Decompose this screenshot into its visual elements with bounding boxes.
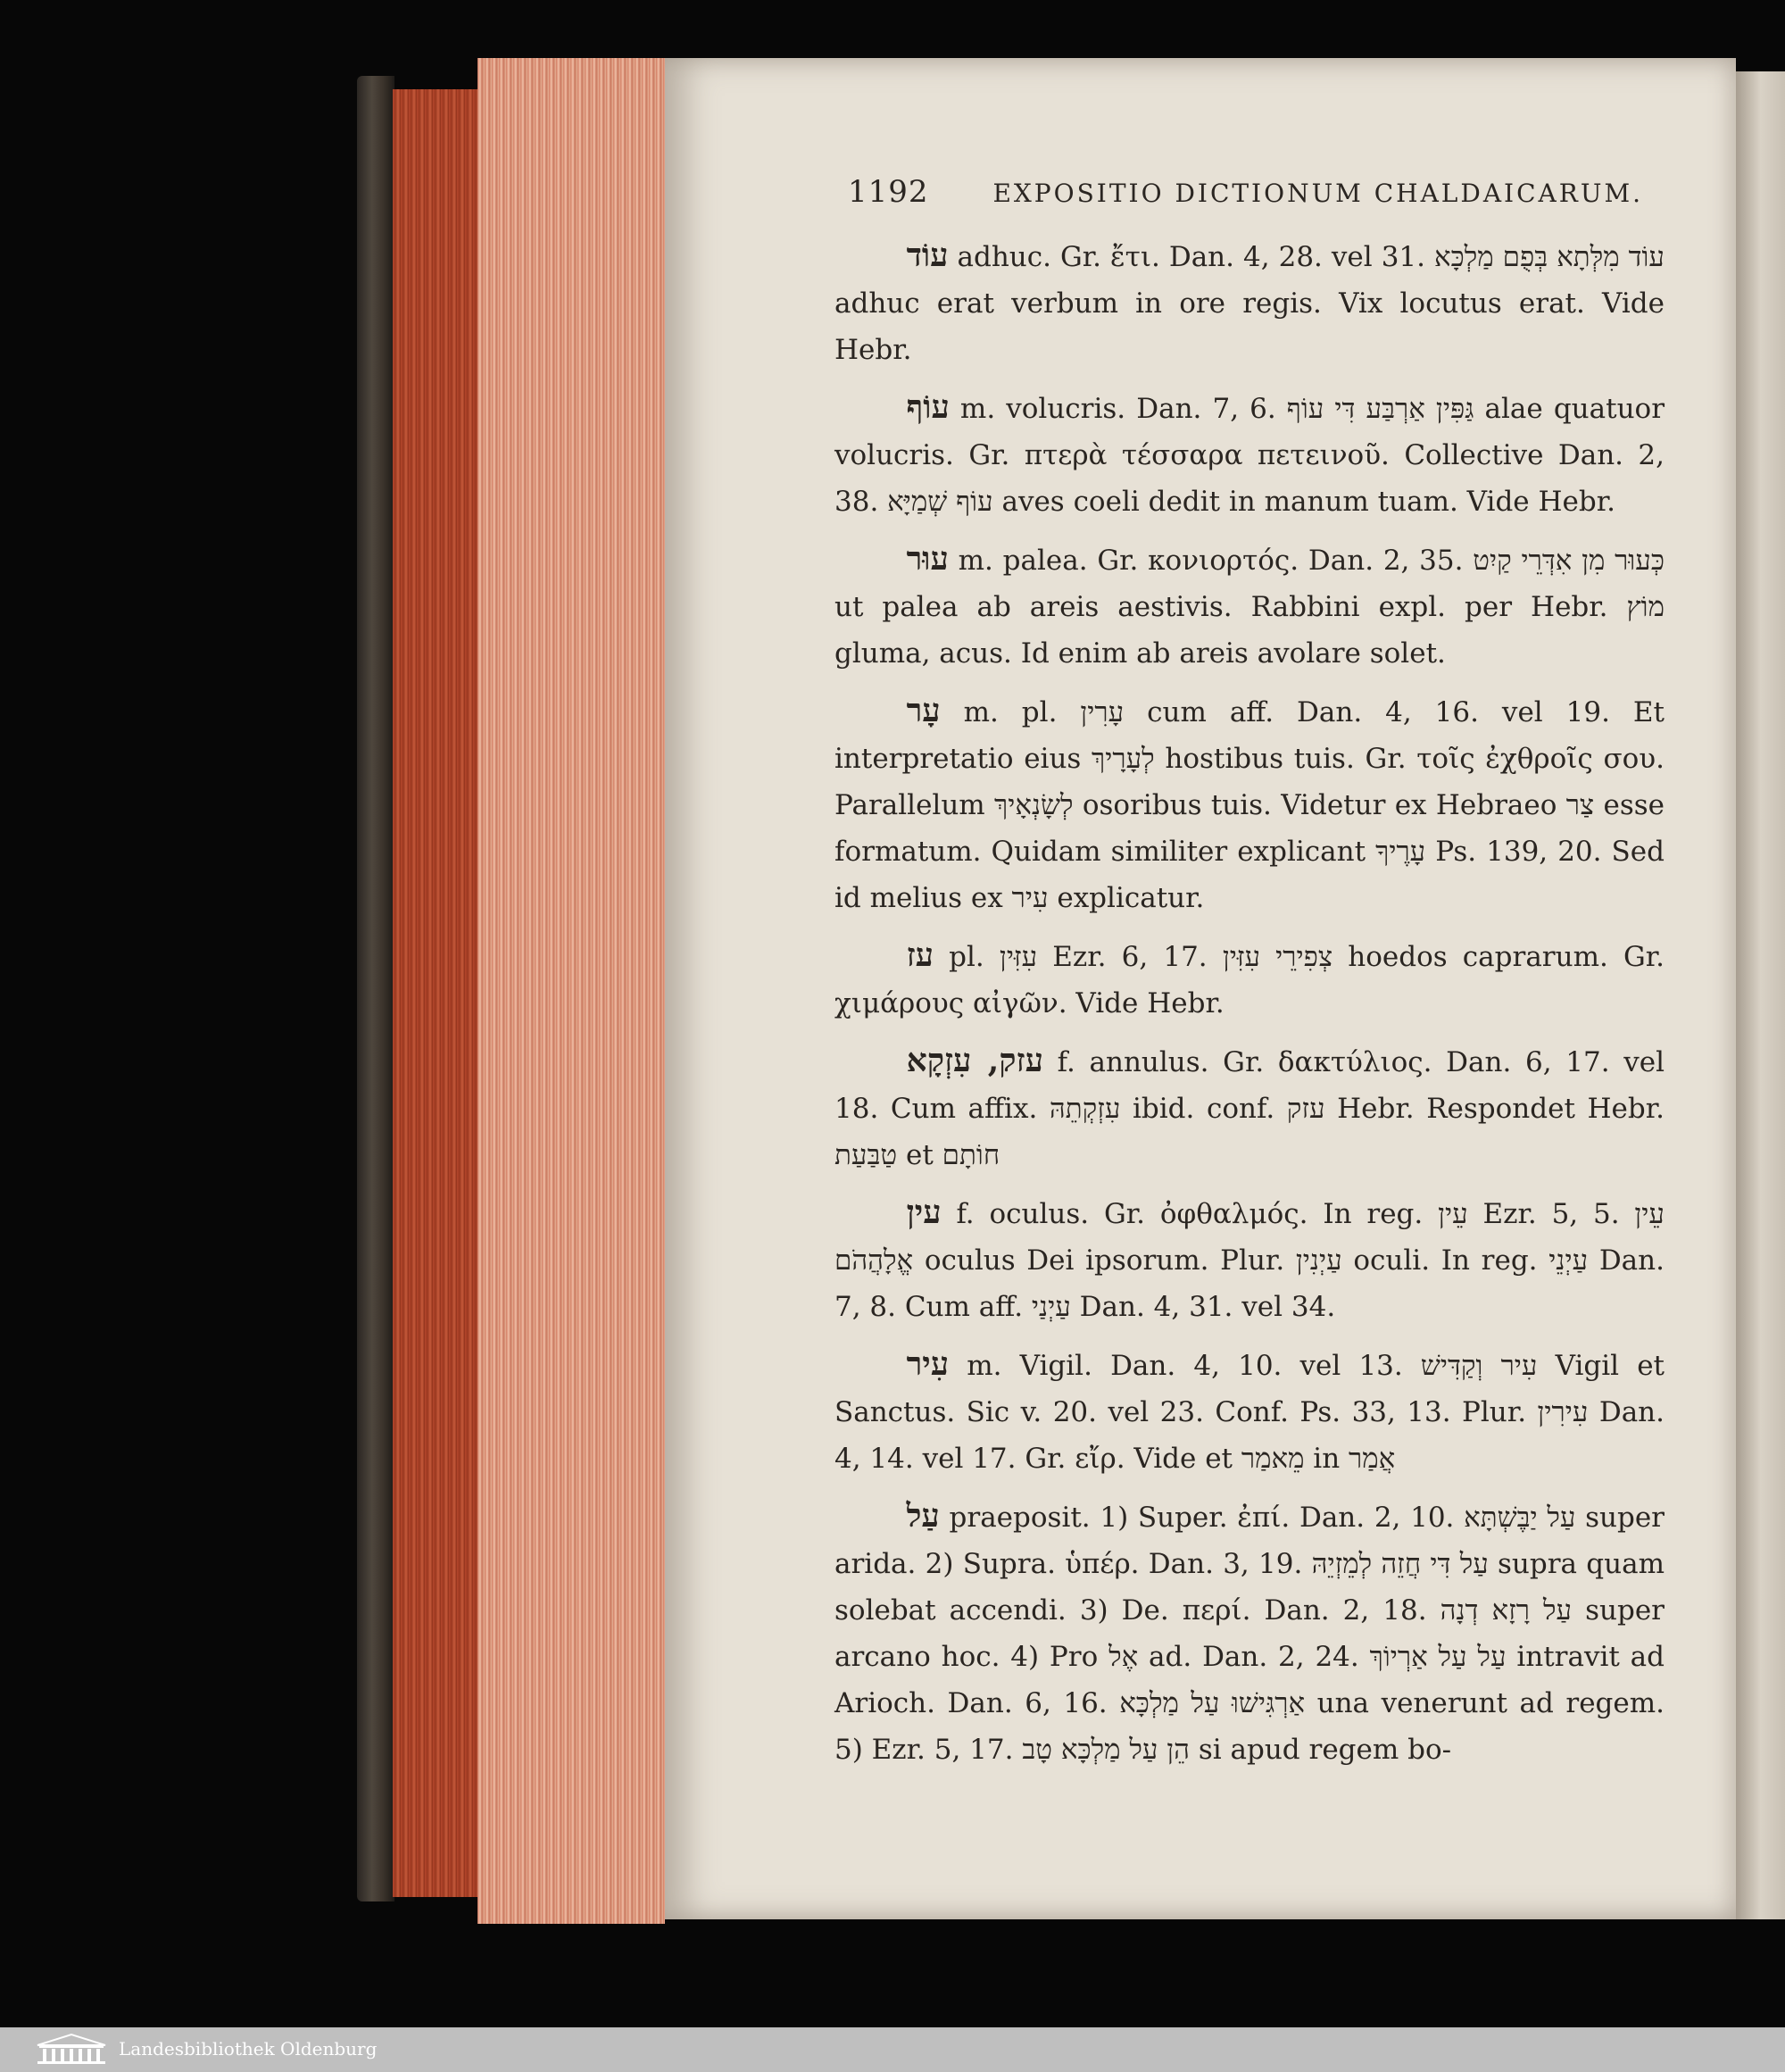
dictionary-entry bbox=[834, 232, 1665, 373]
entry-text: pl. עִזִּין Ezr. 6, 17. צְפִירֵי עִזִּין hoedos caprarum. Gr. χιμάρους αἰγῶν. Vide Hebr. bbox=[834, 941, 1665, 1019]
entry-lemma: עז bbox=[906, 936, 934, 974]
page-text bbox=[834, 232, 1665, 1784]
running-header bbox=[848, 174, 1651, 219]
entry-text: m. pl. עָרִין cum aff. Dan. 4, 16. vel 19. Et interpretatio eius לְעָרָיךְ hostibus tuis. Gr. τοῖς ἐχθροῖς σου. Parallelum לְשָׂנְאָיךְ osoribus tuis. Videtur ex Hebraeo צַר esse formatum. Quidam similiter explicant עָרֶיךָ Ps. 139, 20. Sed id melius ex עִיר explicatur. bbox=[834, 696, 1665, 914]
dictionary-entry bbox=[834, 536, 1665, 677]
page-number: 1192 bbox=[848, 174, 929, 210]
library-building-icon bbox=[36, 2033, 107, 2065]
institution-name: Landesbibliothek Oldenburg bbox=[119, 2038, 378, 2060]
book-spine bbox=[357, 76, 394, 1901]
entry-lemma: עוֹד bbox=[906, 237, 949, 274]
entry-text: adhuc. Gr. ἔτι. Dan. 4, 28. vel 31. עוֹד מִלְּתָא בְּפֻם מַלְכָּא adhuc erat verbum in ore regis. Vix locutus erat. Vide Hebr. bbox=[834, 241, 1665, 366]
dictionary-entry bbox=[834, 1189, 1665, 1330]
dictionary-entry bbox=[834, 1341, 1665, 1482]
entry-lemma: עִיר bbox=[906, 1345, 950, 1383]
entry-text: praeposit. 1) Super. ἐπί. Dan. 2, 10. עַל יַבֶּשְׁתָּא super arida. 2) Supra. ὑπέρ. Dan. 3, 19. עַל דִּי חֲזֵה לְמֵזְיֵהּ supra quam solebat accendi. 3) De. περί. Dan. 2, 18. עַל רָזָא דְנָה super arcano hoc. 4) Pro אֶל ad. Dan. 2, 24. עַל עַל אַרְיוֹךְ intravit ad Arioch. Dan. 6, 16. אַרְגִּישׁוּ עַל מַלְכָּא una venerunt ad regem. 5) Ezr. 5, 17. הֵן עַל מַלְכָּא טָב si apud regem bo- bbox=[834, 1502, 1665, 1766]
dictionary-entry bbox=[834, 1493, 1665, 1773]
entry-text: f. oculus. Gr. ὀφθαλμός. In reg. עֵין Ezr. 5, 5. עֵין אֱלָהֲהֹם oculus Dei ipsorum. Plur. עַיְנִין oculi. In reg. עַיְנֵי Dan. 7, 8. Cum aff. עַיְנַי Dan. 4, 31. vel 34. bbox=[834, 1198, 1665, 1323]
page-edges-red bbox=[393, 89, 477, 1897]
entry-lemma: עַל bbox=[906, 1497, 940, 1535]
entry-text: f. annulus. Gr. δακτύλιος. Dan. 6, 17. vel 18. Cum affix. עִזְקְתֵהּ ibid. conf. עזק Hebr. Respondet Hebr. טַבַּעַת et חוֹתָם bbox=[834, 1046, 1665, 1171]
dictionary-entry bbox=[834, 384, 1665, 525]
footer-bar bbox=[0, 2027, 1785, 2072]
entry-lemma: עָר bbox=[906, 692, 941, 729]
entry-text: m. palea. Gr. κονιορτός. Dan. 2, 35. כְּעוּר מִן אִדְּרֵי קַיִט ut palea ab areis aestivis. Rabbini expl. per Hebr. מוֹץ gluma, acus. Id enim ab areis avolare solet. bbox=[834, 545, 1665, 670]
entry-lemma: עין bbox=[906, 1194, 942, 1231]
dictionary-entry bbox=[834, 687, 1665, 921]
entry-lemma: עוֹף bbox=[906, 388, 950, 426]
entry-text: m. Vigil. Dan. 4, 10. vel 13. עִיר וְקַדִּישׁ Vigil et Sanctus. Sic v. 20. vel 23. Conf. Ps. 33, 13. Plur. עִירִין Dan. 4, 14. vel 17. Gr. εἴρ. Vide et מֵאמַר in אֲמַר bbox=[834, 1350, 1665, 1475]
page-edges bbox=[477, 58, 665, 1924]
dictionary-entry bbox=[834, 1037, 1665, 1178]
entry-lemma: עזק, עִזְקָא bbox=[906, 1042, 1043, 1079]
dictionary-entry bbox=[834, 932, 1665, 1027]
facing-page-edge bbox=[1736, 71, 1785, 1919]
entry-lemma: עוּר bbox=[906, 540, 949, 578]
running-head-title: EXPOSITIO DICTIONUM CHALDAICARUM. bbox=[992, 179, 1644, 208]
entry-text: m. volucris. Dan. 7, 6. גַּפִּין אַרְבַּע דִּי עוֹף alae quatuor volucris. Gr. πτερὰ τέσσαρα πετεινοῦ. Collective Dan. 2, 38. עוֹף שְׁמַיָּא aves coeli dedit in manum tuam. Vide Hebr. bbox=[834, 393, 1665, 518]
